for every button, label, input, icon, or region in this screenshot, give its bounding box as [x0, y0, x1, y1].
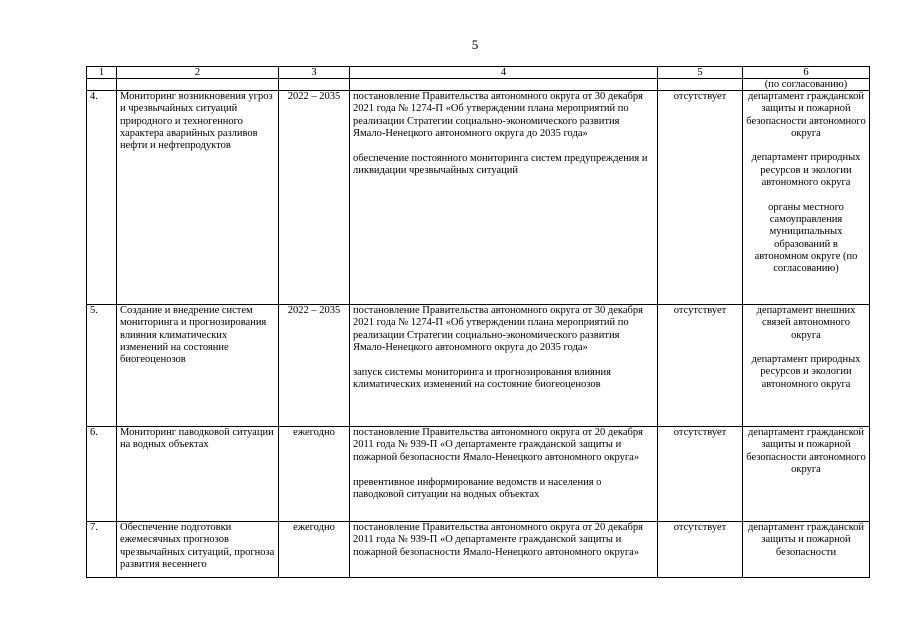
- table-row: [87, 522, 870, 578]
- table-row: [87, 427, 870, 522]
- measure-basis: [350, 91, 658, 305]
- responsible-item: департамент природных ресурсов и экологии автономного округа: [751, 152, 861, 189]
- column-header: 2: [117, 67, 279, 79]
- column-header: 1: [87, 67, 117, 79]
- basis-paragraph: постановление Правительства автономного округа от 20 декабря 2011 года № 939-П «О департаменте гражданской защиты и пожарной безопасности Ямало-Ненецкого автономного округа»: [353, 522, 643, 558]
- table-row: [87, 305, 870, 427]
- measure-name: Мониторинг паводковой ситуации на водных объектах: [117, 427, 279, 522]
- measure-term: ежегодно: [279, 427, 350, 522]
- measure-status: отсутствует: [658, 522, 743, 578]
- measure-term: 2022 – 2035: [279, 91, 350, 305]
- measure-basis: [350, 427, 658, 522]
- column-number-row: [87, 67, 870, 79]
- basis-paragraph: постановление Правительства автономного округа от 30 декабря 2021 года № 1274-П «Об утверждении плана мероприятий по реализации Стратегии социально-экономического развития Ямало-Ненецкого автономного округа до 2035 года»: [353, 91, 643, 139]
- table-row: [87, 91, 870, 305]
- measure-name: Мониторинг возникновения угроз и чрезвычайных ситуаций природного и техногенного характера аварийных разливов нефти и нефтепродуктов: [117, 91, 279, 305]
- responsible-executors: [743, 427, 870, 522]
- responsible-continuation: (по согласованию): [743, 79, 870, 91]
- responsible-item: департамент гражданской защиты и пожарной безопасности автономного округа: [746, 427, 866, 475]
- column-header: 5: [658, 67, 743, 79]
- measure-name: Обеспечение подготовки ежемесячных прогнозов чрезвычайных ситуаций, прогноза развития весеннего: [117, 522, 279, 578]
- basis-paragraph: превентивное информирование ведомств и населения о паводковой ситуации на водных объектах: [353, 476, 602, 500]
- measure-status: отсутствует: [658, 91, 743, 305]
- responsible-item: департамент гражданской защиты и пожарной безопасности: [747, 522, 865, 558]
- basis-paragraph: обеспечение постоянного мониторинга систем предупреждения и ликвидации чрезвычайных ситуаций: [353, 152, 648, 177]
- responsible-executors: [743, 522, 870, 578]
- responsible-item: департамент внешних связей автономного округа: [756, 305, 856, 341]
- measure-term: 2022 – 2035: [279, 305, 350, 427]
- continuation-row: [87, 79, 870, 91]
- row-number: 6.: [87, 427, 117, 522]
- measure-status: отсутствует: [658, 305, 743, 427]
- row-number: 4.: [87, 91, 117, 305]
- basis-paragraph: постановление Правительства автономного округа от 20 декабря 2011 года № 939-П «О департаменте гражданской защиты и пожарной безопасности Ямало-Ненецкого автономного округа»: [353, 427, 643, 463]
- basis-paragraph: постановление Правительства автономного округа от 30 декабря 2021 года № 1274-П «Об утверждении плана мероприятий по реализации Стратегии социально-экономического развития Ямало-Ненецкого автономного округа до 2035 года»: [353, 305, 643, 353]
- responsible-executors: [743, 91, 870, 305]
- responsible-item: департамент природных ресурсов и экологии автономного округа: [751, 354, 861, 390]
- responsible-item: органы местного самоуправления муниципальных образований в автономном округе (по согласованию): [754, 201, 858, 275]
- basis-paragraph: запуск системы мониторинга и прогнозирования влияния климатических изменений на состояние биогеоценозов: [353, 366, 611, 391]
- measure-basis: [350, 522, 658, 578]
- page-number: 5: [471, 37, 479, 52]
- measure-name: Создание и внедрение систем мониторинга и прогнозирования влияния климатических изменений на состояние биогеоценозов: [117, 305, 279, 427]
- measures-table: [86, 66, 870, 578]
- measure-term: ежегодно: [279, 522, 350, 578]
- row-number: 7.: [87, 522, 117, 578]
- column-header: 3: [279, 67, 350, 79]
- row-number: 5.: [87, 305, 117, 427]
- responsible-item: департамент гражданской защиты и пожарной безопасности автономного округа: [746, 91, 866, 139]
- column-header: 6: [743, 67, 870, 79]
- measure-status: отсутствует: [658, 427, 743, 522]
- responsible-executors: [743, 305, 870, 427]
- measure-basis: [350, 305, 658, 427]
- column-header: 4: [350, 67, 658, 79]
